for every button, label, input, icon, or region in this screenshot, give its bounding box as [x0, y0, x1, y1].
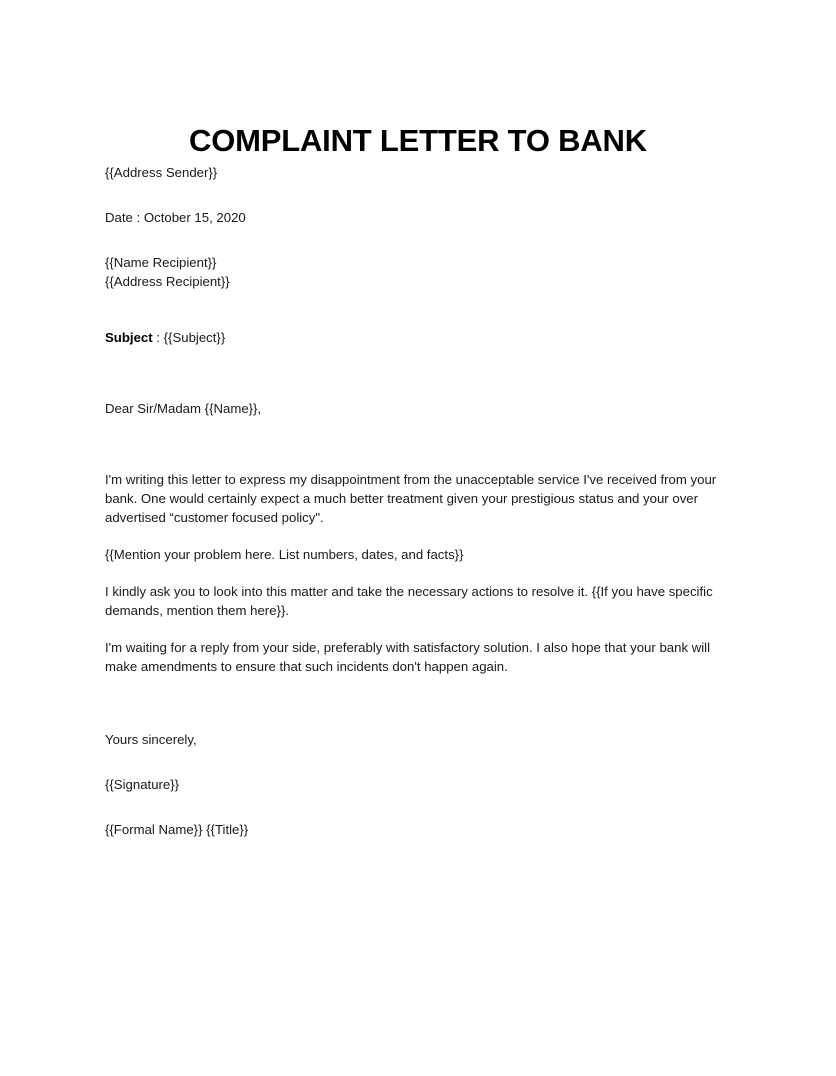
subject-label: Subject: [105, 330, 153, 345]
page-title: COMPLAINT LETTER TO BANK: [189, 123, 647, 158]
letter-body: [105, 163, 725, 839]
body-paragraph-4: I'm waiting for a reply from your side, preferably with satisfactory solution. I also hope that your bank will make amendments to ensure that such incidents don't happen again.: [105, 640, 711, 674]
spacer: [105, 227, 725, 253]
recipient-name: {{Name Recipient}}: [105, 255, 217, 270]
salutation: Dear Sir/Madam {{Name}},: [105, 401, 262, 416]
spacer: [105, 620, 725, 638]
date-line: Date : October 15, 2020: [105, 210, 246, 225]
formal-name-title: {{Formal Name}} {{Title}}: [105, 822, 249, 837]
recipient-address: {{Address Recipient}}: [105, 274, 230, 289]
spacer: [105, 749, 725, 775]
sender-address: {{Address Sender}}: [105, 165, 218, 180]
body-paragraph-1: I'm writing this letter to express my disappointment from the unacceptable service I've received from your bank. One would certainly expect a much better treatment given your prestigious status and your over advertised “customer focused policy".: [105, 472, 717, 525]
spacer: [105, 676, 725, 730]
spacer: [105, 291, 725, 328]
closing-line: Yours sincerely,: [105, 732, 197, 747]
spacer: [105, 527, 725, 545]
body-paragraph-2: {{Mention your problem here. List numbers, dates, and facts}}: [105, 547, 464, 562]
subject-value: : {{Subject}}: [152, 330, 226, 345]
spacer: [105, 564, 725, 582]
spacer: [105, 418, 725, 470]
spacer: [105, 182, 725, 208]
subject-line: [105, 328, 725, 347]
spacer: [105, 347, 725, 399]
signature-placeholder: {{Signature}}: [105, 777, 180, 792]
spacer: [105, 794, 725, 820]
body-paragraph-3: I kindly ask you to look into this matter and take the necessary actions to resolve it. {{If you have specific demands, mention them here}}.: [105, 584, 713, 618]
